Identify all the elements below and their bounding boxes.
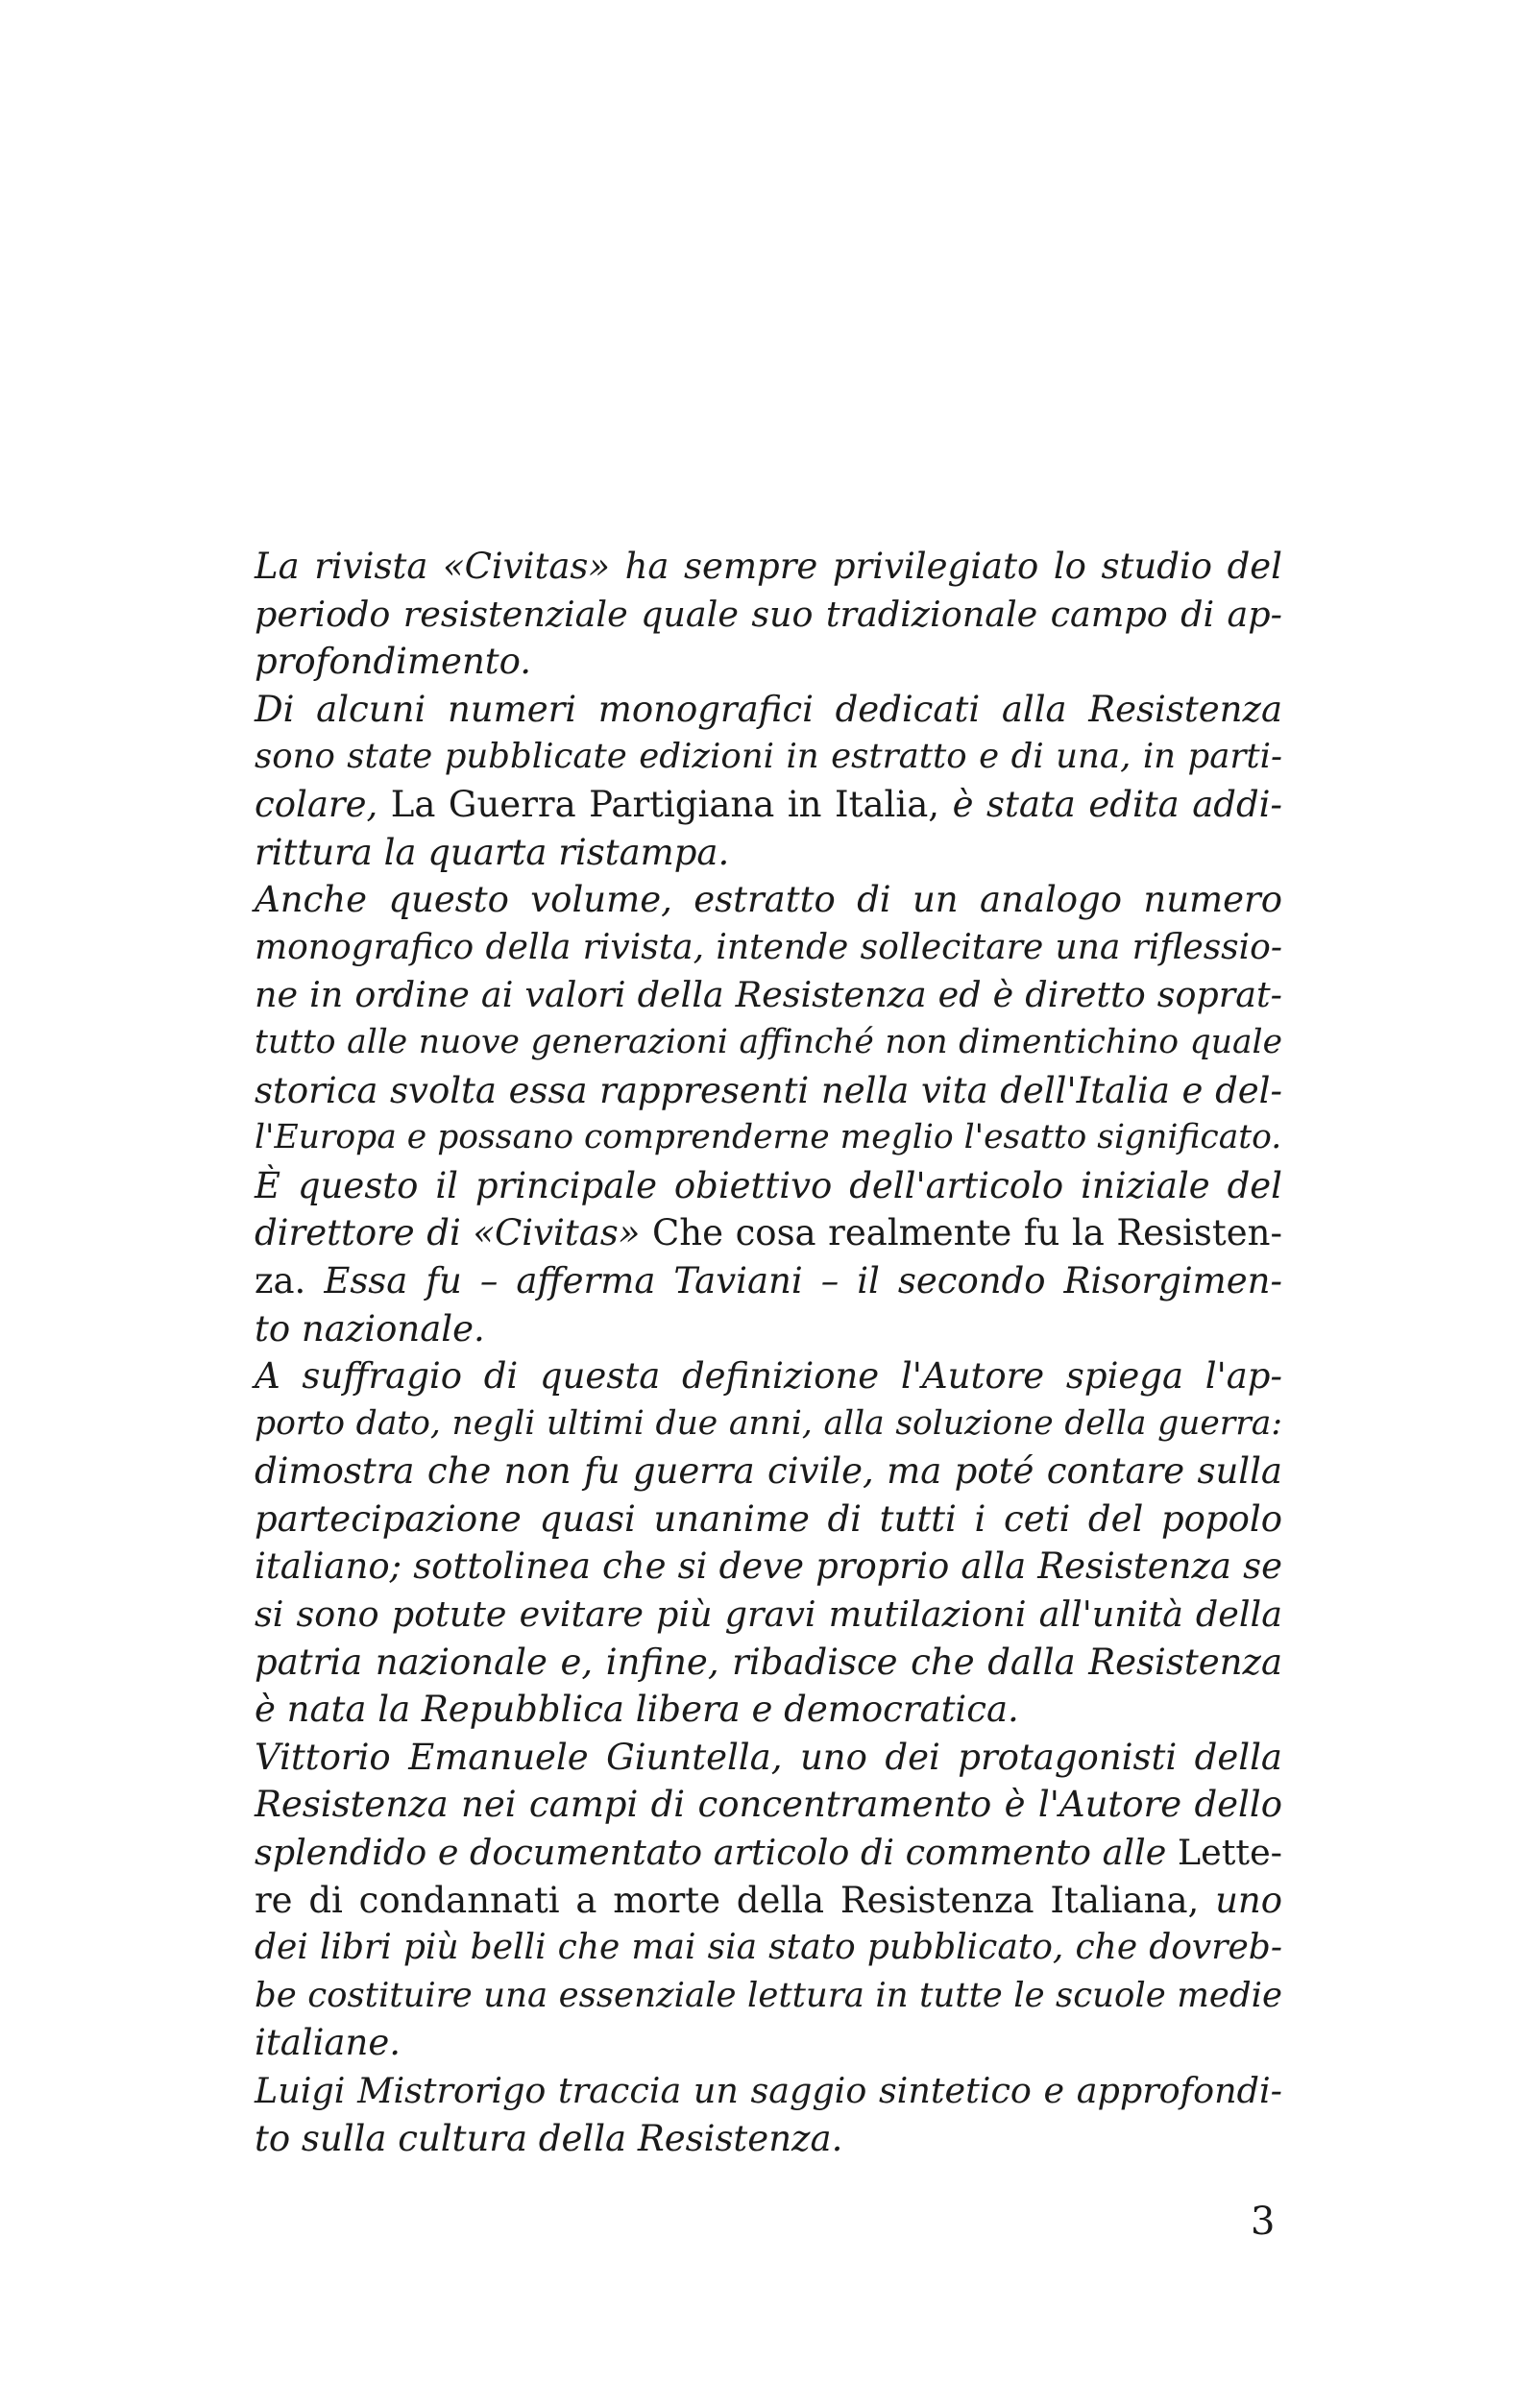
text-line [255, 1686, 1282, 1734]
text-line [255, 971, 1282, 1019]
text-line [255, 829, 1282, 877]
paragraph [255, 1352, 1282, 1734]
text-line [255, 686, 1282, 734]
italic-text: be costituire una essenziale lettura in tutte le scuole medie [255, 1975, 1282, 2015]
text-line [255, 2067, 1282, 2115]
text-line [255, 2019, 1282, 2067]
text-line [255, 1067, 1282, 1115]
italic-text: patria nazionale e, infine, ribadisce che dalla Resistenza [255, 1641, 1282, 1683]
italic-text: dimostra che non fu guerra civile, ma poté contare sulla [255, 1450, 1282, 1493]
italic-text: dei libri più belli che mai sia stato pubblicato, che dovreb- [255, 1928, 1282, 1968]
italic-text: La rivista «Civitas» ha sempre privilegiato lo studio del [255, 546, 1282, 587]
italic-text: tutto alle nuove generazioni affinché non dimentichino quale [255, 1022, 1282, 1061]
text-line [255, 1019, 1282, 1067]
paragraph [255, 1734, 1282, 2067]
italic-text: sono state pubblicate edizioni in estratto e di una, in parti- [255, 737, 1282, 777]
text-line [255, 1877, 1282, 1925]
body-text [255, 543, 1282, 2162]
roman-text: za. [255, 1259, 325, 1301]
text-line [255, 1257, 1282, 1305]
roman-text: La Guerra Partigiana in Italia, [390, 783, 953, 825]
italic-text: storica svolta essa rappresenti nella vita dell'Italia e del- [255, 1069, 1282, 1111]
italic-text: è nata la Repubblica libera e democratica. [255, 1689, 1019, 1731]
italic-text: profondimento. [255, 641, 532, 683]
text-line [255, 591, 1282, 639]
italic-text: colare, [255, 783, 391, 825]
roman-text: Che cosa realmente fu la Resisten- [651, 1212, 1282, 1254]
text-line [255, 876, 1282, 924]
paragraph [255, 686, 1282, 876]
italic-text: Luigi Mistrorigo traccia un saggio sintetico e approfondi- [255, 2070, 1282, 2111]
text-line [255, 638, 1282, 686]
text-line [255, 1352, 1282, 1400]
italic-text: Resistenza nei campi di concentramento è l'Autore dello [255, 1784, 1282, 1826]
text-line [255, 733, 1282, 781]
italic-text: rittura la quarta ristampa. [255, 831, 730, 873]
text-line [255, 1972, 1282, 2020]
italic-text: partecipazione quasi unanime di tutti i ceti del popolo [255, 1497, 1282, 1540]
roman-text: Lette- [1177, 1832, 1283, 1874]
text-line [255, 543, 1282, 591]
italic-text: Essa fu – afferma Taviani – il secondo Risorgimen- [324, 1259, 1282, 1301]
italic-text: direttore di «Civitas» [255, 1212, 652, 1254]
text-line [255, 1543, 1282, 1591]
italic-text: periodo resistenziale quale suo tradizionale campo di ap- [255, 593, 1282, 635]
italic-text: to nazionale. [255, 1307, 485, 1350]
text-line [255, 1924, 1282, 1972]
roman-text: re di condannati a morte della Resistenza Italiana, [255, 1879, 1216, 1921]
italic-text: splendido e documentato articolo di commento alle [255, 1832, 1178, 1874]
text-line [255, 1591, 1282, 1639]
paragraph [255, 543, 1282, 686]
italic-text: uno [1215, 1879, 1282, 1921]
paragraph [255, 876, 1282, 1162]
text-line [255, 1447, 1282, 1496]
text-line [255, 781, 1282, 829]
paragraph [255, 1162, 1282, 1352]
italic-text: si sono potute evitare più gravi mutilazioni all'unità della [255, 1593, 1282, 1636]
text-line [255, 1305, 1282, 1353]
text-line [255, 1400, 1282, 1448]
paragraph [255, 2067, 1282, 2162]
text-line [255, 1639, 1282, 1687]
italic-text: italiano; sottolinea che si deve proprio alla Resistenza se [255, 1545, 1282, 1588]
italic-text: ne in ordine ai valori della Resistenza ed è diretto soprat- [255, 974, 1282, 1016]
text-line [255, 1162, 1282, 1210]
italic-text: to sulla cultura della Resistenza. [255, 2117, 843, 2159]
italic-text: Vittorio Emanuele Giuntella, uno dei protagonisti della [255, 1736, 1282, 1778]
italic-text: italiane. [255, 2022, 401, 2064]
italic-text: Di alcuni numeri monografici dedicati alla Resistenza [255, 688, 1282, 730]
italic-text: È questo il principale obiettivo dell'articolo iniziale del [255, 1164, 1282, 1206]
italic-text: porto dato, negli ultimi due anni, alla soluzione della guerra: [255, 1403, 1282, 1443]
text-line [255, 1496, 1282, 1544]
page-number: 3 [1251, 2200, 1276, 2244]
text-line [255, 1734, 1282, 1782]
text-line [255, 1209, 1282, 1257]
text-line [255, 1114, 1282, 1162]
text-line [255, 2115, 1282, 2163]
italic-text: A suffragio di questa definizione l'Autore spiega l'ap- [255, 1355, 1282, 1398]
italic-text: monografico della rivista, intende sollecitare una riflessio- [255, 927, 1282, 967]
text-line [255, 1829, 1282, 1877]
text-line [255, 1781, 1282, 1829]
text-line [255, 924, 1282, 972]
italic-text: Anche questo volume, estratto di un analogo numero [255, 879, 1282, 921]
italic-text: l'Europa e possano comprenderne meglio l'esatto significato. [255, 1118, 1282, 1157]
italic-text: è stata edita addi- [952, 783, 1282, 825]
